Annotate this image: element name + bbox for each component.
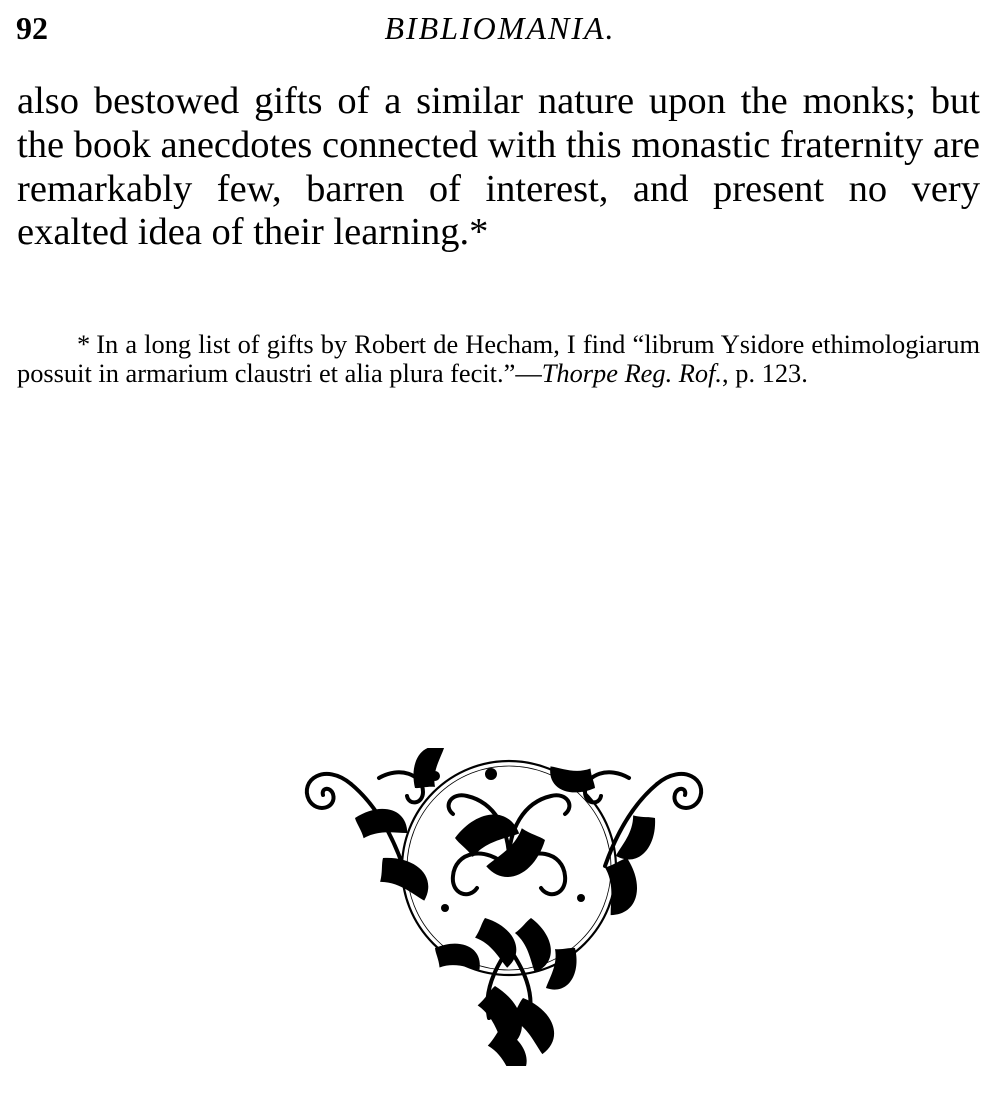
footnote-page-ref: , p. 123. (722, 358, 808, 388)
page-number: 92 (16, 10, 48, 46)
running-title: BIBLIOMANIA. (384, 10, 616, 46)
footnote-marker: * (77, 329, 91, 359)
body-paragraph: also bestowed gifts of a similar nature upon the monks; but the book anecdotes connected with this monastic fraternity are remarkably few, barren of interest, and present no very exalted idea of their learning.* (17, 80, 980, 254)
footnote (17, 330, 980, 388)
footnote-citation: Thorpe Reg. Rof. (541, 358, 723, 388)
footnote-text: In a long list of gifts by Robert de Hecham, I find “librum Ysidore ethimologiarum possuit in armarium claustri et alia plura fecit.”— (17, 329, 980, 388)
floral-tailpiece-icon (295, 748, 715, 1066)
